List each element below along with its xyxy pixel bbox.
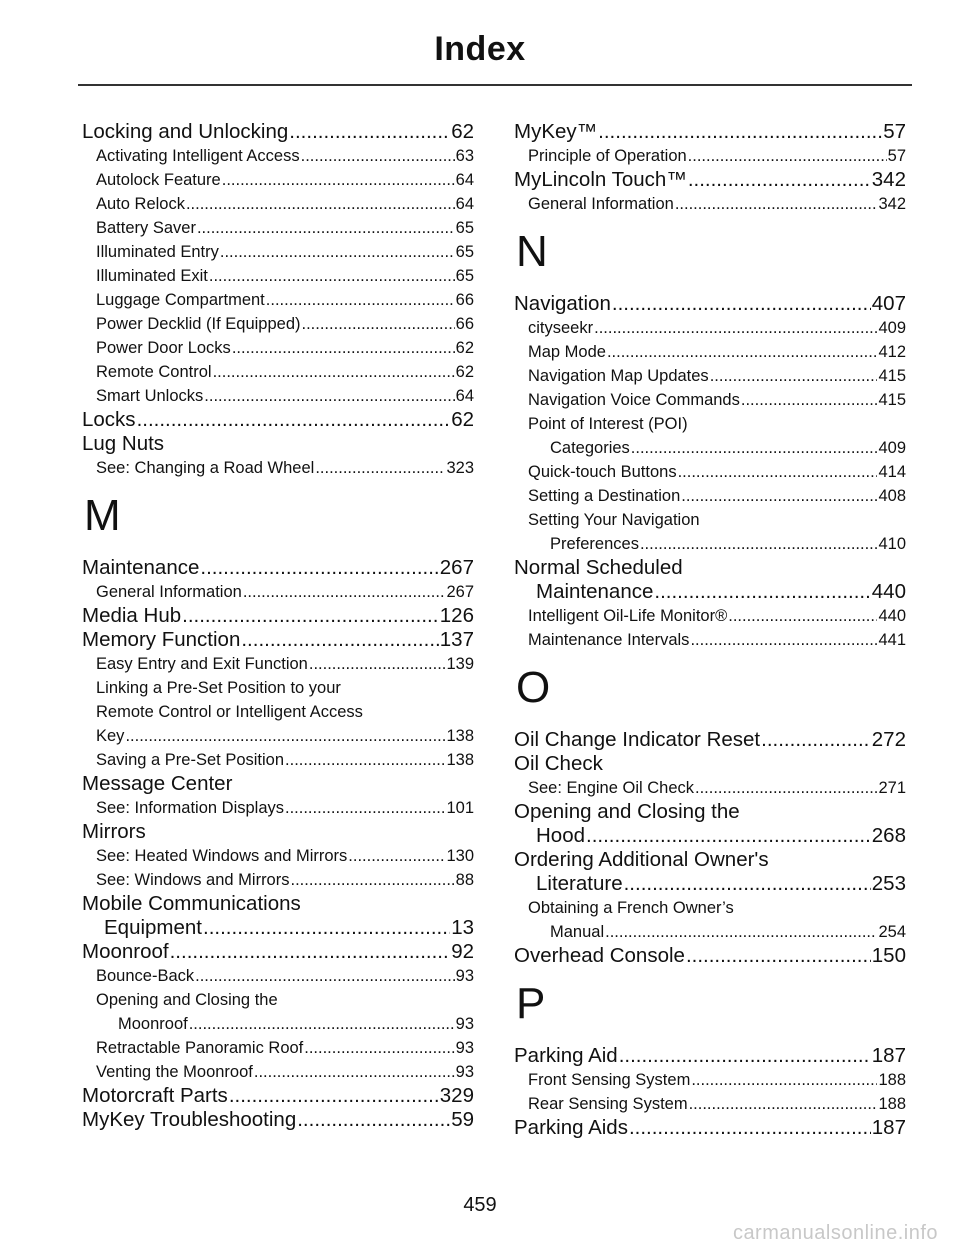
index-subentry[interactable]: See: Heated Windows and Mirrors ..... 130 bbox=[82, 844, 474, 868]
index-column-left bbox=[82, 120, 474, 1132]
index-subentry[interactable]: Retractable Panoramic Roof ..... 93 bbox=[82, 1036, 474, 1060]
index-entry[interactable]: Literature ..... 253 bbox=[514, 872, 906, 896]
index-subentry[interactable]: Setting a Destination ..... 408 bbox=[514, 484, 906, 508]
index-subentry-line: Setting Your Navigation bbox=[528, 511, 700, 529]
index-subentry-line: Linking a Pre-Set Position to your bbox=[96, 679, 341, 697]
index-entry-heading: Normal Scheduled bbox=[514, 556, 683, 579]
index-entry[interactable]: Locks ..... 62 bbox=[82, 408, 474, 432]
index-subentry-line: Opening and Closing the bbox=[96, 991, 278, 1009]
index-subentry[interactable]: Preferences ..... 410 bbox=[514, 532, 906, 556]
index-entry[interactable]: Motorcraft Parts ..... 329 bbox=[82, 1084, 474, 1108]
index-entry[interactable]: Equipment ..... 13 bbox=[82, 916, 474, 940]
index-subentry[interactable]: Luggage Compartment ..... 66 bbox=[82, 288, 474, 312]
index-entry-heading[interactable]: Oil Check bbox=[514, 752, 603, 775]
index-subentry[interactable]: Intelligent Oil-Life Monitor® ..... 440 bbox=[514, 604, 906, 628]
index-subentry[interactable]: Manual ..... 254 bbox=[514, 920, 906, 944]
index-subentry[interactable]: Maintenance Intervals ..... 441 bbox=[514, 628, 906, 652]
index-subentry[interactable]: Illuminated Exit ..... 65 bbox=[82, 264, 474, 288]
index-column-right bbox=[514, 120, 906, 1140]
watermark: carmanualsonline.info bbox=[732, 1222, 938, 1244]
index-subentry[interactable]: Navigation Voice Commands ..... 415 bbox=[514, 388, 906, 412]
index-subentry[interactable]: Quick-touch Buttons ..... 414 bbox=[514, 460, 906, 484]
index-subentry[interactable]: Illuminated Entry ..... 65 bbox=[82, 240, 474, 264]
index-subentry[interactable]: Key ..... 138 bbox=[82, 724, 474, 748]
index-subentry[interactable]: See: Engine Oil Check ..... 271 bbox=[514, 776, 906, 800]
index-entry[interactable]: Maintenance ..... 440 bbox=[514, 580, 906, 604]
index-entry-heading[interactable]: Message Center bbox=[82, 772, 233, 795]
index-subentry[interactable]: Saving a Pre-Set Position ..... 138 bbox=[82, 748, 474, 772]
index-entry[interactable]: MyKey™ ..... 57 bbox=[514, 120, 906, 144]
index-subentry[interactable]: Bounce-Back ..... 93 bbox=[82, 964, 474, 988]
index-entry[interactable]: MyKey Troubleshooting ..... 59 bbox=[82, 1108, 474, 1132]
index-entry[interactable]: Parking Aid ..... 187 bbox=[514, 1044, 906, 1068]
index-entry-heading: Mobile Communications bbox=[82, 892, 301, 915]
index-subentry[interactable]: Front Sensing System ..... 188 bbox=[514, 1068, 906, 1092]
index-subentry[interactable]: Categories ..... 409 bbox=[514, 436, 906, 460]
index-subentry[interactable]: Venting the Moonroof ..... 93 bbox=[82, 1060, 474, 1084]
index-entry-heading[interactable]: Lug Nuts bbox=[82, 432, 165, 455]
section-letter: N bbox=[516, 227, 548, 276]
page-number: 459 bbox=[463, 1194, 497, 1216]
index-entry[interactable]: Moonroof ..... 92 bbox=[82, 940, 474, 964]
index-subentry[interactable]: cityseekr ..... 409 bbox=[514, 316, 906, 340]
index-subentry-line: Remote Control or Intelligent Access bbox=[96, 703, 363, 721]
index-entry-heading: Opening and Closing the bbox=[514, 800, 740, 823]
index-subentry[interactable]: Battery Saver ..... 65 bbox=[82, 216, 474, 240]
index-subentry[interactable]: Moonroof ..... 93 bbox=[82, 1012, 474, 1036]
index-subentry[interactable]: Auto Relock ..... 64 bbox=[82, 192, 474, 216]
index-entry[interactable]: MyLincoln Touch™ ..... 342 bbox=[514, 168, 906, 192]
index-entry[interactable]: Memory Function ..... 137 bbox=[82, 628, 474, 652]
index-subentry[interactable]: Easy Entry and Exit Function ..... 139 bbox=[82, 652, 474, 676]
index-subentry-line: Obtaining a French Owner’s bbox=[528, 899, 734, 917]
index-entry-heading[interactable]: Mirrors bbox=[82, 820, 146, 843]
index-entry[interactable]: Overhead Console ..... 150 bbox=[514, 944, 906, 968]
index-subentry[interactable]: Autolock Feature ..... 64 bbox=[82, 168, 474, 192]
index-entry[interactable]: Parking Aids ..... 187 bbox=[514, 1116, 906, 1140]
index-entry[interactable]: Oil Change Indicator Reset ..... 272 bbox=[514, 728, 906, 752]
section-letter: O bbox=[516, 663, 551, 712]
section-letter: P bbox=[516, 979, 546, 1028]
index-subentry[interactable]: Navigation Map Updates ..... 415 bbox=[514, 364, 906, 388]
index-entry[interactable]: Locking and Unlocking ..... 62 bbox=[82, 120, 474, 144]
index-subentry[interactable]: Remote Control ..... 62 bbox=[82, 360, 474, 384]
index-entry[interactable]: Navigation ..... 407 bbox=[514, 292, 906, 316]
index-subentry[interactable]: Power Door Locks ..... 62 bbox=[82, 336, 474, 360]
index-subentry[interactable]: Rear Sensing System ..... 188 bbox=[514, 1092, 906, 1116]
index-subentry[interactable]: Map Mode ..... 412 bbox=[514, 340, 906, 364]
index-subentry-line: Point of Interest (POI) bbox=[528, 415, 688, 433]
index-subentry[interactable]: See: Information Displays ..... 101 bbox=[82, 796, 474, 820]
index-subentry[interactable]: Activating Intelligent Access ..... 63 bbox=[82, 144, 474, 168]
index-subentry[interactable]: See: Changing a Road Wheel ..... 323 bbox=[82, 456, 474, 480]
index-entry[interactable]: Media Hub ..... 126 bbox=[82, 604, 474, 628]
index-subentry[interactable]: General Information ..... 342 bbox=[514, 192, 906, 216]
page-title: Index bbox=[434, 30, 526, 68]
title-divider bbox=[78, 84, 912, 86]
index-subentry[interactable]: See: Windows and Mirrors ..... 88 bbox=[82, 868, 474, 892]
index-subentry[interactable]: Smart Unlocks ..... 64 bbox=[82, 384, 474, 408]
index-subentry[interactable]: Power Decklid (If Equipped) ..... 66 bbox=[82, 312, 474, 336]
index-entry[interactable]: Maintenance ..... 267 bbox=[82, 556, 474, 580]
index-entry[interactable]: Hood ..... 268 bbox=[514, 824, 906, 848]
index-subentry[interactable]: Principle of Operation ..... 57 bbox=[514, 144, 906, 168]
section-letter: M bbox=[84, 491, 121, 540]
index-entry-heading: Ordering Additional Owner's bbox=[514, 848, 769, 871]
index-subentry[interactable]: General Information ..... 267 bbox=[82, 580, 474, 604]
